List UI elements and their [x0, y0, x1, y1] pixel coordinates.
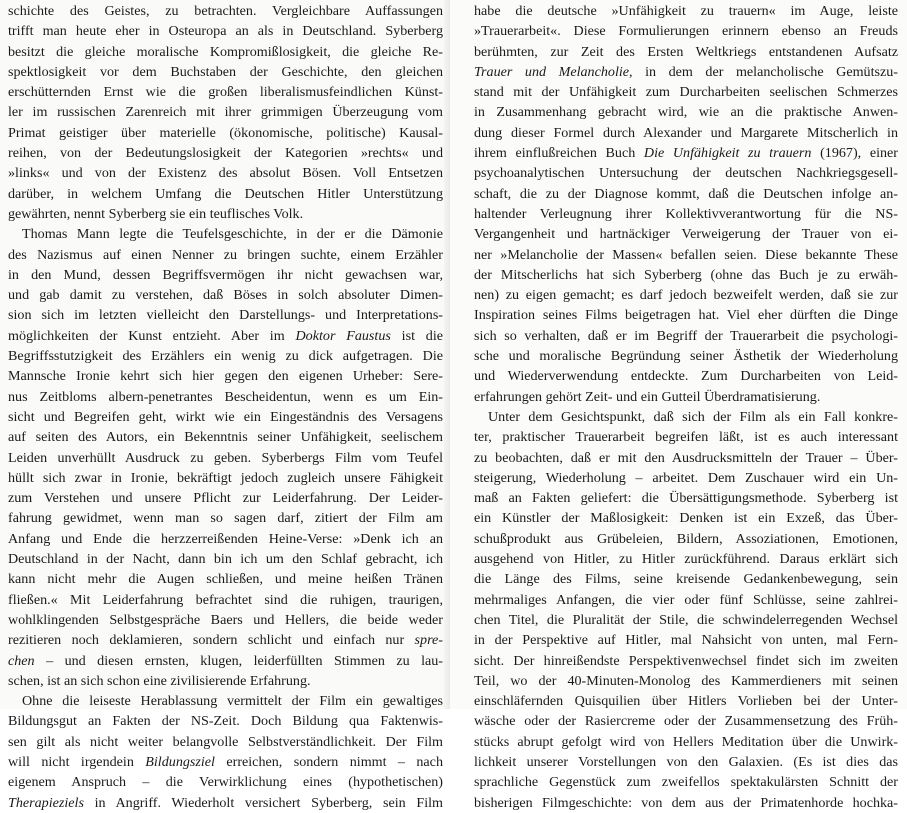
text-line	[8, 366, 443, 386]
line-text: ner »Melancholie der Massen« befallen seien. Diese bekannte These	[474, 246, 898, 263]
text-line	[474, 224, 898, 244]
line-text: sprachliche Gegenstück zum zweifellos spektakulärsten Schnitt der	[474, 774, 898, 791]
text-line	[474, 651, 898, 671]
text-line	[8, 549, 443, 569]
line-text: sicht und Begreifen geht, wirkt wie ein Eingeständnis des Versagens	[8, 408, 443, 425]
text-line	[474, 549, 898, 569]
text-line	[474, 711, 898, 731]
text-line	[474, 21, 898, 41]
line-text: trifft man heute eher in Osteuropa an als in Deutschland. Syberberg	[8, 23, 443, 40]
text-line	[8, 346, 443, 366]
line-text: Primat geistiger über materielle (ökonomische, politische) Kausal-	[8, 124, 443, 141]
text-line	[8, 468, 443, 488]
line-text: schaft, die zu der Diagnose kommt, daß die Deutschen infolge an-	[474, 185, 898, 202]
text-line	[8, 448, 443, 468]
text-line	[474, 468, 898, 488]
text-line	[8, 143, 443, 163]
italic-title: Doktor Faustus	[295, 327, 391, 344]
text-line	[474, 508, 898, 528]
line-text: auf seiten des Autors, ein Bekenntnis seiner Unfähigkeit, seelischem	[8, 429, 443, 446]
line-text: Ohne die leiseste Herablassung vermittelt der Film ein gewaltiges	[22, 693, 443, 710]
line-text: sche und moralische Begründung seiner Ästhetik der Wiederholung	[474, 348, 898, 365]
text-line	[8, 407, 443, 427]
italic-title: Trauer und Melancholie	[474, 63, 630, 80]
text-line	[474, 42, 898, 62]
line-text: ler im russischen Zarenreich mit ihrer grimmigen Überzeugung vom	[8, 104, 443, 121]
line-text: ausgehend von Hitler, zu Hitler zurückführend. Daraus erklärt sich	[474, 551, 898, 568]
text-line	[8, 326, 443, 346]
text-line	[8, 691, 443, 711]
line-text: in den Mund, dessen Begriffsvermögen ihr nicht gewachsen war,	[8, 266, 443, 283]
line-text: stücks abrupt gefolgt wird von Hellers Meditation über die Unwirk-	[474, 733, 898, 750]
line-text: »Trauerarbeit«. Diese Formulierungen erinnern ebenso an Freuds	[474, 23, 898, 40]
text-line	[8, 772, 443, 792]
line-text: schen, ist an sich schon eine zivilisierende Erfahrung.	[8, 672, 311, 689]
line-text: in der Perspektive auf Hitler, mal Nahsicht von unten, mal Fern-	[474, 632, 898, 649]
line-text: Begriffsstutzigkeit des Erzählers ein wenig zu dick aufgetragen. Die	[8, 348, 443, 365]
line-text: und gab damit zu verstehen, daß Böses in solch absoluter Dimen-	[8, 287, 443, 304]
text-line	[8, 752, 443, 772]
text-line	[8, 529, 443, 549]
line-text-continued: erreichen, sondern nimmt – nach	[214, 753, 443, 770]
text-line	[474, 488, 898, 508]
line-text: und Wiederverwendung entdeckte. Zum Durcharbeiten von Leid-	[474, 368, 898, 385]
line-text: habe die deutsche »Unfähigkeit zu trauern« im Auge, leiste	[474, 3, 898, 19]
text-line	[8, 610, 443, 630]
text-line	[474, 265, 898, 285]
text-line	[474, 305, 898, 325]
text-line	[8, 62, 443, 82]
line-text: rezitieren noch deklamieren, sondern schlicht und einfach nur	[8, 632, 415, 649]
text-line	[474, 590, 898, 610]
text-line	[474, 245, 898, 265]
text-line	[474, 1, 898, 21]
line-text: nen) zu eigen gemacht; es darf jedoch bezweifelt werden, daß sie zur	[474, 287, 898, 304]
line-text: Teil, wo der 40-Minuten-Monolog des Kammerdieners mit seinen	[474, 672, 898, 689]
text-line	[474, 204, 898, 224]
right-page	[450, 0, 907, 811]
text-line	[8, 1, 443, 21]
italic-title: spre-	[414, 632, 443, 649]
line-text: maß an Fakten geliefert: die Übersättigungsmethode. Syberberg ist	[474, 490, 898, 507]
line-text: erschütternden Ernst wie die großen liberalismusfeindlichen Künst-	[8, 84, 443, 101]
text-line	[8, 793, 443, 813]
line-text: zum Verstehen und unsere Pflicht zur Leiderfahrung. Der Leider-	[8, 490, 443, 507]
text-line	[474, 407, 898, 427]
line-text: Bildungsgut an Fakten der NS-Zeit. Doch Bildung qua Faktenwis-	[8, 713, 443, 730]
text-line	[474, 529, 898, 549]
line-text-continued: (1967), einer	[811, 145, 898, 162]
text-line	[474, 793, 898, 813]
line-text: wäsche oder der Rasiercreme oder der Zusammensetzung des Früh-	[474, 713, 898, 730]
line-text: spektlosigkeit vor dem Buchstaben der Geschichte, den gleichen	[8, 63, 443, 80]
line-text: steigerung, Wiederholung – arbeitet. Dem Zuschauer wird ein Un-	[474, 469, 898, 486]
text-line	[474, 691, 898, 711]
line-text: ihrem einflußreichen Buch	[474, 145, 644, 162]
line-text: des Nazismus auf einen Nenner zu bringen suchte, einem Erzähler	[8, 246, 443, 263]
text-line	[474, 82, 898, 102]
text-line	[474, 630, 898, 650]
line-text: Vergangenheit und hartnäckiger Verweigerung der Trauer von ei-	[474, 226, 898, 243]
text-line	[8, 184, 443, 204]
line-text: Mannsche Ironie kehrt sich hier gegen den eigenen Urheber: Sere-	[8, 368, 443, 385]
line-text: wohlklingenden Selbstgespräche Baers und Hellers, die beide weder	[8, 611, 443, 628]
text-line	[8, 590, 443, 610]
line-text-continued: ist die	[390, 327, 444, 344]
text-line	[8, 21, 443, 41]
line-text: Anfang und Ende die herzzerreißenden Heine-Verse: »Denk ich an	[8, 530, 443, 547]
line-text: berühmten, zur Zeit des Ersten Weltkriegs entstandenen Aufsatz	[474, 43, 898, 60]
text-line	[474, 387, 898, 407]
text-line	[474, 285, 898, 305]
text-line	[474, 163, 898, 183]
line-text: Deutschland in der Nacht, dann bin ich um den Schlaf gebracht, ich	[8, 551, 443, 568]
italic-title: chen	[8, 652, 35, 669]
line-text: Leiden unverhüllt Ausdruck zu geben. Syberbergs Film vom Teufel	[8, 449, 443, 466]
text-line	[8, 711, 443, 731]
text-line	[474, 772, 898, 792]
text-line	[8, 387, 443, 407]
line-text: will nicht irgendein	[8, 753, 146, 770]
line-text: eigenem Anspruch – die Verwirklichung eines (hypothetischen)	[8, 774, 443, 791]
text-line	[474, 62, 898, 82]
line-text: reihen, von der Bedeutungslosigkeit der Kategorien »rechts« und	[8, 145, 443, 162]
line-text: »links« und von der Existenz des absolut Bösen. Voll Entsetzen	[8, 165, 443, 182]
line-text: haltender Verleugnung ihrer Kollektivverantwortung für die NS-	[474, 205, 898, 222]
text-line	[8, 102, 443, 122]
line-text: psychoanalytischen Untersuchung der deutschen Nachkriegsgesell-	[474, 165, 898, 182]
line-text: sen gilt als nicht weiter belangvolle Selbstverständlichkeit. Der Film	[8, 733, 443, 750]
italic-title: Bildungsziel	[145, 753, 215, 770]
line-text: die Länge des Films, seine kreisende Gedankenbewegung, sein	[474, 571, 898, 588]
text-line	[8, 265, 443, 285]
line-text: stand mit der Unfähigkeit zum Durcharbeiten seelischen Schmerzes	[474, 84, 898, 101]
line-text: sicht. Der hinreißendste Perspektivenwechsel findet sich im zweiten	[474, 652, 898, 669]
text-line	[8, 305, 443, 325]
text-line	[474, 326, 898, 346]
text-line	[474, 752, 898, 772]
text-line	[8, 427, 443, 447]
line-text: lichkeit unserer Vorstellungen von den Galaxien. (Es ist dies das	[474, 753, 898, 770]
line-text: Thomas Mann legte die Teufelsgeschichte, in der er die Dämonie	[22, 226, 443, 243]
line-text: Inspiration seines Films beigetragen hat. Viel eher dürften die Dinge	[474, 307, 898, 324]
line-text: möglichkeiten der Kunst entzieht. Aber im	[8, 327, 296, 344]
text-line	[474, 427, 898, 447]
left-page	[0, 0, 450, 811]
line-text: hüllt sich zwar in Ironie, bekräftigt jedoch zugleich unsere Fähigkeit	[8, 469, 443, 486]
text-line	[474, 366, 898, 386]
line-text: einschläfernden Quisquilien über Hitlers Vorlieben bei der Unter-	[474, 693, 898, 710]
text-line	[8, 163, 443, 183]
text-line	[474, 123, 898, 143]
line-text: ein Künstler der Maßlosigkeit: Denken ist ein Exzeß, das Über-	[474, 510, 898, 527]
line-text: fahrung gewidmet, wenn man so sagen darf, zitiert der Film am	[8, 510, 443, 527]
text-line	[474, 610, 898, 630]
text-line	[474, 732, 898, 752]
line-text: Unter dem Gesichtspunkt, daß sich der Film als ein Fall konkre-	[488, 408, 898, 425]
line-text: sion sich im letzten vielleicht den Darstellungs- und Interpretations-	[8, 307, 443, 324]
text-line	[8, 569, 443, 589]
text-line	[8, 488, 443, 508]
italic-title: Therapieziels	[8, 794, 84, 811]
text-line	[8, 42, 443, 62]
text-line	[8, 285, 443, 305]
line-text: in Zusammenhang gebracht wird, wie an die praktische Anwen-	[474, 104, 898, 121]
line-text: mehrmaliges Anfangen, die vier oder fünf Schlüsse, seine zahlrei-	[474, 591, 898, 608]
line-text: fließen.« Mit Leiderfahrung befrachtet sind die ruhigen, traurigen,	[8, 591, 443, 608]
line-text: zu beobachten, daß er mit den Ausdrucksmitteln der Trauer – Über-	[474, 449, 898, 466]
text-line	[474, 448, 898, 468]
text-line	[8, 82, 443, 102]
line-text: chen Titel, die Pluralität der Stile, die schwindelerregenden Wechsel	[474, 611, 898, 628]
text-line	[8, 651, 443, 671]
text-line	[8, 508, 443, 528]
line-text-continued: – und diesen ernsten, klugen, leiderfüllten Stimmen zu lau-	[34, 652, 443, 669]
line-text: sich so verhalten, daß er im Begriff der Trauerarbeit die psychologi-	[474, 327, 898, 344]
line-text-continued: , in dem der melancholische Gemütszu-	[629, 63, 898, 80]
line-text: gewährten, nennt Syberberg sie ein teuflisches Volk.	[8, 205, 304, 222]
line-text: schichte des Geistes, zu betrachten. Vergleichbare Auffassungen	[8, 3, 443, 19]
italic-title: Die Unfähigkeit zu trauern	[643, 145, 812, 162]
text-line	[8, 224, 443, 244]
text-line	[474, 671, 898, 691]
text-line	[8, 204, 443, 224]
line-text: ter, praktischer Trauerarbeit begreifen läßt, ist es auch interessant	[474, 429, 898, 446]
line-text: dung dieser Formel durch Alexander und Margarete Mitscherlich in	[474, 124, 898, 141]
text-line	[474, 569, 898, 589]
line-text: bisherigen Filmgeschichte: von dem aus der Primatenhorde hochka-	[474, 794, 898, 811]
text-line	[8, 245, 443, 265]
line-text: erfahrungen gehört Zeit- und ein Gutteil Überdramatisierung.	[474, 388, 821, 405]
text-line	[8, 732, 443, 752]
text-line	[474, 346, 898, 366]
line-text: besitzt die gleiche moralische Kompromißlosigkeit, die gleiche Re-	[8, 43, 443, 60]
text-line	[474, 184, 898, 204]
line-text: kann nicht mehr die Augen schließen, und meine heißen Tränen	[8, 571, 443, 588]
line-text: darüber, in welchem Umfang die Deutschen Hitler Unterstützung	[8, 185, 443, 202]
text-line	[8, 671, 443, 691]
line-text: der Mitscherlichs hat sich Syberberg (ohne das Buch je zu erwäh-	[474, 266, 898, 283]
text-line	[474, 102, 898, 122]
text-line	[474, 143, 898, 163]
line-text: schußprodukt aus Grübeleien, Bildern, Assoziationen, Emotionen,	[474, 530, 898, 547]
text-line	[8, 630, 443, 650]
line-text-continued: in Angriff. Wiederholt versichert Syberberg, sein Film	[83, 794, 443, 811]
line-text: nus Zeitbloms albern-penetrantes Bescheidentun, wenn es um Ein-	[8, 388, 443, 405]
text-line	[8, 123, 443, 143]
